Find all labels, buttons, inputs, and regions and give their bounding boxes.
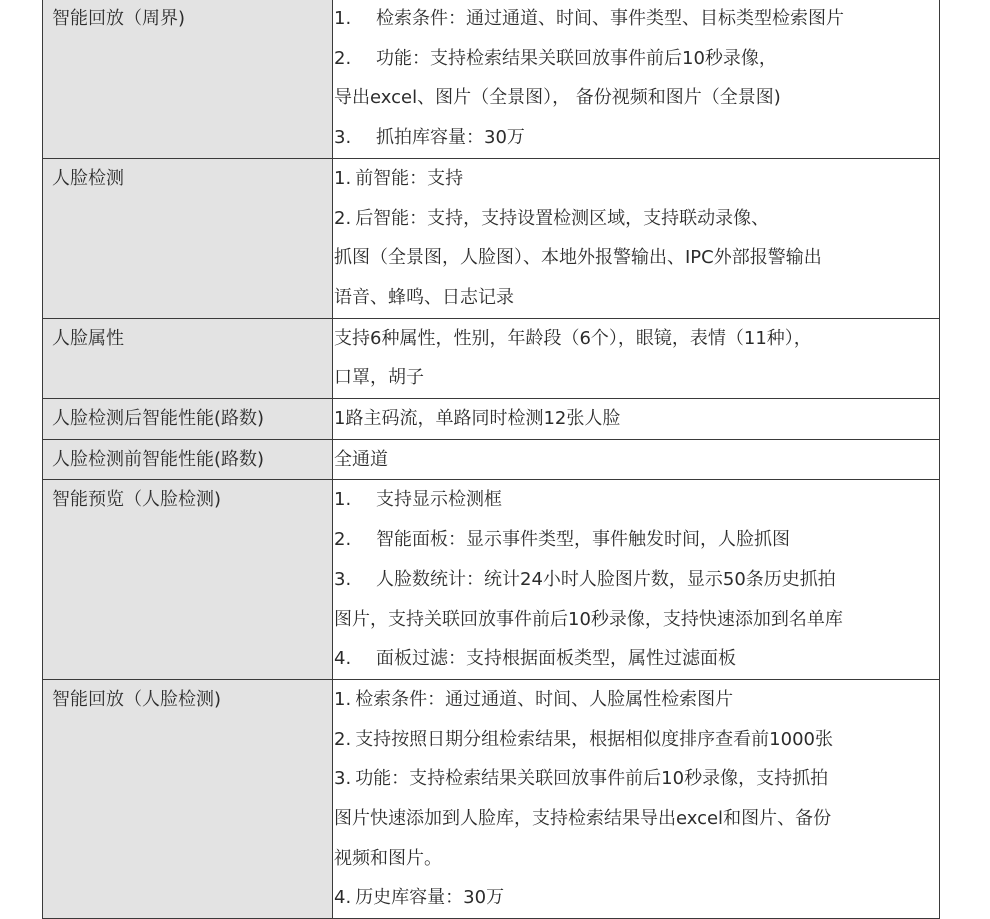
item-text: 支持6种属性，性别，年龄段（6个），眼镜，表情（11种）， <box>334 327 812 349</box>
item-text: 图片，支持关联回放事件前后10秒录像，支持快速添加到名单库 <box>334 608 843 630</box>
value-line <box>333 600 939 640</box>
value-line <box>333 560 939 600</box>
row-value-cell <box>333 399 940 440</box>
item-text: 语音、蜂鸣、日志记录 <box>334 286 514 308</box>
table-row <box>43 399 940 440</box>
row-label: 智能回放（周界) <box>52 8 186 29</box>
item-text: 检索条件：通过通道、时间、事件类型、目标类型检索图片 <box>376 8 844 29</box>
value-line <box>333 480 939 520</box>
value-line <box>333 159 939 199</box>
item-number: 4. <box>334 648 352 670</box>
item-number: 1. <box>334 8 352 29</box>
item-text: 图片快速添加到人脸库，支持检索结果导出excel和图片、备份 <box>334 808 832 830</box>
item-text: 视频和图片。 <box>334 847 442 869</box>
item-number: 1. <box>334 688 352 710</box>
value-line <box>333 39 939 79</box>
table-row <box>43 0 940 158</box>
row-label: 人脸检测后智能性能(路数) <box>52 408 265 430</box>
item-text: 人脸数统计：统计24小时人脸图片数，显示50条历史抓拍 <box>376 568 836 590</box>
item-text: 历史库容量：30万 <box>355 887 505 909</box>
table-row <box>43 318 940 398</box>
row-value-cell <box>333 679 940 918</box>
table-row <box>43 439 940 480</box>
table-row <box>43 679 940 918</box>
row-label-cell <box>43 480 333 680</box>
value-line <box>333 759 939 799</box>
item-text: 面板过滤：支持根据面板类型，属性过滤面板 <box>376 648 736 670</box>
row-label-cell <box>43 0 333 158</box>
value-line <box>333 680 939 720</box>
row-label: 人脸检测 <box>52 167 124 189</box>
item-text: 后智能：支持，支持设置检测区域，支持联动录像、 <box>355 207 770 229</box>
item-text: 1路主码流，单路同时检测12张人脸 <box>334 408 621 430</box>
value-line <box>333 319 939 359</box>
item-text: 全通道 <box>334 448 388 470</box>
item-number: 3. <box>334 768 352 790</box>
item-text: 导出excel、图片（全景图）， 备份视频和图片（全景图) <box>334 87 781 109</box>
item-text: 抓图（全景图，人脸图）、本地外报警输出、IPC外部报警输出 <box>334 247 822 269</box>
value-line <box>333 399 939 439</box>
item-number: 2. <box>334 47 352 69</box>
row-label: 人脸属性 <box>52 327 124 349</box>
item-text: 口罩，胡子 <box>334 367 424 389</box>
item-text: 智能面板：显示事件类型，事件触发时间，人脸抓图 <box>376 529 790 551</box>
table-row <box>43 480 940 680</box>
item-number: 4. <box>334 887 352 909</box>
value-line <box>333 358 939 398</box>
item-text: 功能：支持检索结果关联回放事件前后10秒录像， <box>376 47 777 69</box>
value-line <box>333 0 939 39</box>
item-text: 抓拍库容量：30万 <box>376 127 525 149</box>
value-line <box>333 799 939 839</box>
value-line <box>333 199 939 239</box>
row-label-cell <box>43 679 333 918</box>
value-line <box>333 278 939 318</box>
value-line <box>333 878 939 918</box>
value-line <box>333 238 939 278</box>
item-number: 3. <box>334 127 352 149</box>
row-label: 人脸检测前智能性能(路数) <box>52 448 265 470</box>
value-line <box>333 520 939 560</box>
row-label: 智能回放（人脸检测) <box>52 688 222 710</box>
value-line <box>333 720 939 760</box>
item-number: 1. <box>334 489 352 511</box>
item-number: 3. <box>334 568 352 590</box>
value-line <box>333 118 939 158</box>
spec-table <box>42 0 940 919</box>
row-label-cell <box>43 158 333 318</box>
item-text: 支持按照日期分组检索结果，根据相似度排序查看前1000张 <box>355 728 833 750</box>
item-number: 2. <box>334 728 352 750</box>
value-line <box>333 839 939 879</box>
row-value-cell <box>333 158 940 318</box>
row-value-cell <box>333 318 940 398</box>
row-label-cell <box>43 318 333 398</box>
row-value-cell <box>333 439 940 480</box>
table-row <box>43 158 940 318</box>
row-value-cell <box>333 480 940 680</box>
row-value-cell <box>333 0 940 158</box>
row-label: 智能预览（人脸检测) <box>52 489 222 511</box>
row-label-cell <box>43 439 333 480</box>
item-number: 1. <box>334 167 352 189</box>
value-line <box>333 440 939 480</box>
row-label-cell <box>43 399 333 440</box>
item-text: 检索条件：通过通道、时间、人脸属性检索图片 <box>355 688 734 710</box>
item-number: 2. <box>334 207 352 229</box>
value-line <box>333 639 939 679</box>
item-text: 前智能：支持 <box>355 167 464 189</box>
item-number: 2. <box>334 529 352 551</box>
item-text: 功能：支持检索结果关联回放事件前后10秒录像，支持抓拍 <box>355 768 829 790</box>
value-line <box>333 78 939 118</box>
item-text: 支持显示检测框 <box>376 489 502 511</box>
